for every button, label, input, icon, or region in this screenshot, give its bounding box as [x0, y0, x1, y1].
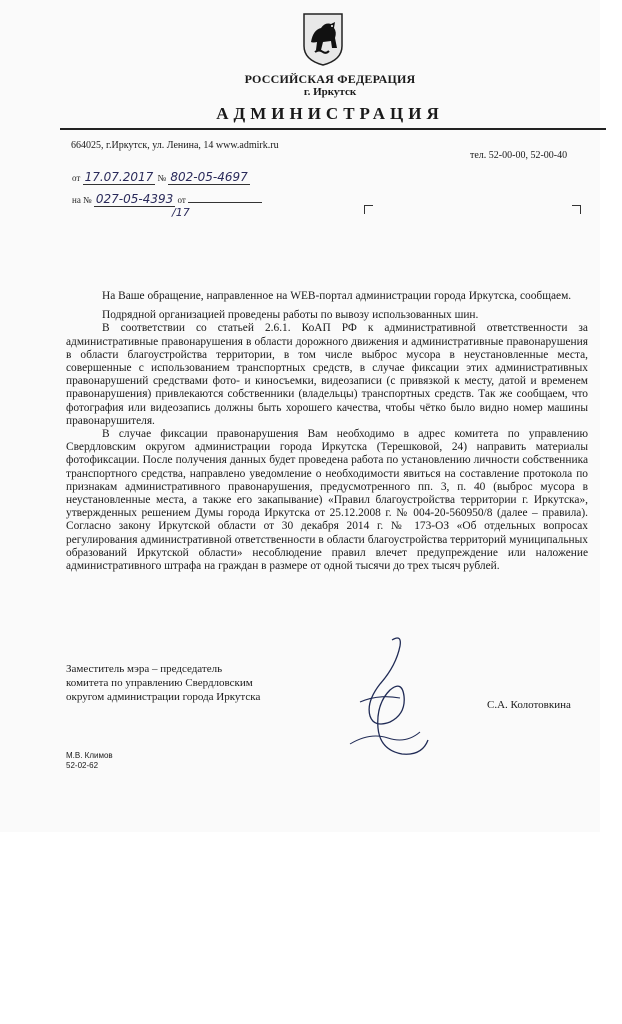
to-date-prefix: от — [177, 195, 186, 205]
outgoing-number: 802-05-4697 — [170, 170, 248, 184]
paragraph: В случае фиксации правонарушения Вам необходимо в адрес комитета по управлению Свердловским округом администрации города Иркутска (Терешковой, 24) направить материалы фотофиксации. После получения данных будет проведена работа по установлению личности собственника транспортного средства, направлено уведомление о необходимости явиться на составление протокола по признакам административного правонарушения, предусмотренного пп. 3, п. 40 (выброс мусора в неустановленные места, а также его закапывание) «Правил благоустройства территории г. Иркутска», утвержденных решением Думы города Иркутска от 25.12.2008 г. № 004-20-560950/8 (далее – правила). Согласно закону Иркутской области от 30 декабря 2014 г. № 173-ОЗ «Об отдельных вопросах регулирования административной ответственности в области благоустройства территорий муниципальных образований Иркутской области» несоблюдение правил влечет предупреждение или наложение административного штрафа на граждан в размере от одной тысячи до трех тысяч рублей. — [66, 428, 588, 573]
country-name: РОССИЙСКАЯ ФЕДЕРАЦИЯ — [244, 72, 416, 86]
organization-address: 664025, г.Иркутск, ул. Ленина, 14 www.admirk.ru — [71, 140, 279, 151]
signatory-name: С.А. Колотовкина — [487, 699, 571, 711]
outgoing-reference — [72, 170, 250, 185]
paragraph: На Ваше обращение, направленное на WEB-портал администрации города Иркутска, сообщаем. — [102, 290, 572, 302]
header-divider — [60, 128, 606, 130]
executor-phone: 52-02-62 — [66, 761, 99, 770]
position-line: округом администрации города Иркутска — [66, 691, 261, 703]
city-name: г. Иркутск — [303, 86, 357, 98]
outgoing-date: 17.07.2017 — [84, 170, 154, 184]
address-field-corner-left — [364, 205, 373, 214]
organization-phones: тел. 52-00-00, 52-00-40 — [470, 150, 568, 161]
signatory-position — [66, 662, 260, 704]
handwritten-signature — [330, 632, 440, 762]
organization-title: АДМИНИСТРАЦИЯ — [216, 104, 444, 123]
irkutsk-coat-of-arms-icon — [301, 12, 345, 66]
from-prefix: от — [72, 173, 81, 183]
paragraph: В соответствии со статьей 2.6.1. КоАП РФ к административной ответственности за административные правонарушения в области дорожного движения и административные правонарушения в области благоустройства территории, в том числе выброс мусора в неустановленные места, совершенные с использованием транспортных средств, в случае фиксации этих административных правонарушений средствами фото- и киносъемки, видеозаписи (с привязкой к месту, датой и временем правонарушения) привлекаются собственники (владельцы) транспортных средств. Так же сообщаем, что фотография или видеозапись должны быть хорошего качества, чтобы чётко было видно номер машины правонарушителя. — [66, 322, 588, 427]
incoming-number: 027-05-4393 — [95, 192, 174, 206]
position-line: комитета по управлению Свердловским — [66, 677, 253, 689]
executor-name: М.В. Климов — [66, 751, 113, 760]
incoming-number-suffix: /17 — [172, 206, 190, 219]
incoming-date-blank — [188, 192, 262, 203]
executor-info — [66, 751, 113, 771]
to-prefix: на № — [72, 195, 92, 205]
paragraph: Подрядной организацией проведены работы по вывозу использованных шин. — [102, 309, 479, 322]
letter-body — [66, 290, 588, 573]
scan-margin-bottom — [0, 832, 622, 1024]
address-field-corner-right — [572, 205, 581, 214]
position-line: Заместитель мэра – председатель — [66, 663, 223, 675]
incoming-reference — [72, 192, 262, 207]
number-prefix: № — [157, 173, 167, 183]
